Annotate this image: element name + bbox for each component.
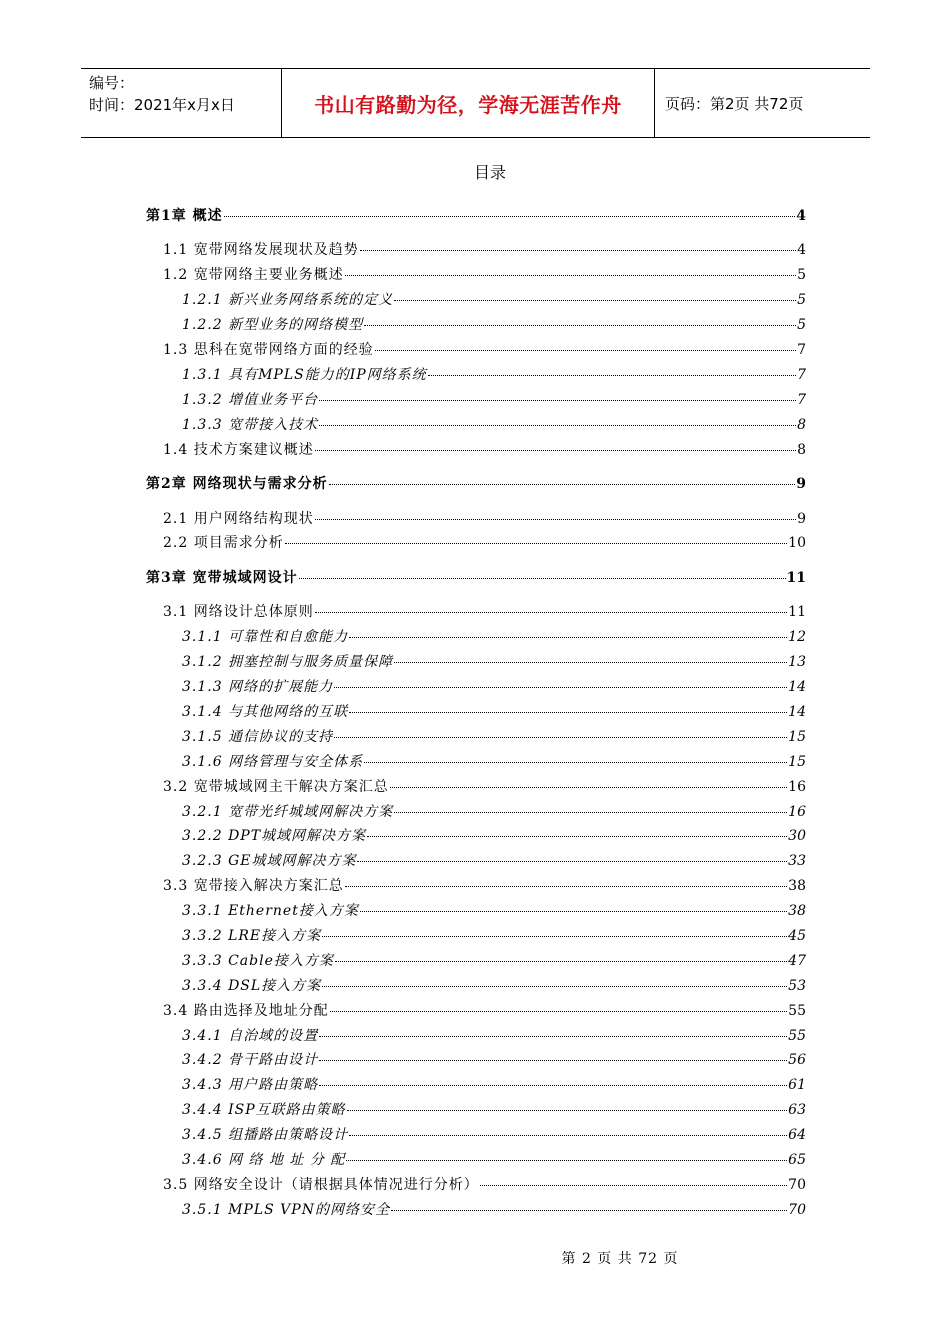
toc-dot-leader [394,300,796,301]
toc-entry-title: 3.4 路由选择及地址分配 [163,1002,329,1019]
toc-entry-page: 10 [788,535,806,552]
toc-dot-leader [334,737,787,738]
toc-section-entry[interactable] [146,439,806,464]
toc-dot-leader [364,325,796,326]
toc-section-entry[interactable] [146,601,806,626]
toc-entry-title: 3.2.1 宽带光纤城域网解决方案 [182,803,394,820]
toc-dot-leader [319,1036,787,1037]
toc-entry-title: 1.2.1 新兴业务网络系统的定义 [182,292,394,309]
toc-entry-page: 55 [788,1027,806,1044]
toc-section-entry[interactable] [146,532,806,557]
toc-dot-leader [330,1011,787,1012]
toc-subsection-entry[interactable] [146,850,806,875]
toc-entry-page: 45 [788,928,806,945]
toc-entry-title: 2.1 用户网络结构现状 [163,510,314,527]
toc-entry-title: 3.4.5 组播路由策略设计 [182,1127,349,1144]
toc-entry-page: 8 [797,416,806,433]
toc-entry-page: 16 [788,803,806,820]
toc-entry-title: 1.1 宽带网络发展现状及趋势 [163,242,359,259]
toc-section-entry[interactable] [146,508,806,533]
toc-subsection-entry[interactable] [146,389,806,414]
toc-entry-title: 1.3.1 具有MPLS能力的IP网络系统 [182,366,427,383]
toc-dot-leader [319,1060,787,1061]
toc-dot-leader [394,662,787,663]
toc-entry-title: 3.3.2 LRE接入方案 [182,928,322,945]
toc-entry-page: 61 [788,1077,806,1094]
toc-entry-page: 47 [788,952,806,969]
toc-entry-title: 3.1.1 可靠性和自愈能力 [182,629,349,646]
toc-entry-title: 3.3 宽带接入解决方案汇总 [163,878,344,895]
toc-entry-page: 8 [797,441,806,458]
toc-subsection-entry[interactable] [146,1149,806,1174]
toc-dot-leader [390,787,787,788]
toc-entry-title: 3.4.6 网 络 地 址 分 配 [182,1152,346,1169]
toc-entry-page: 4 [797,242,806,259]
toc-entry-title: 2.2 项目需求分析 [163,535,284,552]
toc-entry-page: 16 [788,778,806,795]
toc-entry-title: 3.2 宽带城域网主干解决方案汇总 [163,778,389,795]
toc-dot-leader [319,425,796,426]
toc-entry-page: 65 [788,1152,806,1169]
toc-section-entry[interactable] [146,776,806,801]
toc-subsection-entry[interactable] [146,701,806,726]
toc-dot-leader [335,961,787,962]
toc-chapter-entry[interactable] [146,205,806,230]
toc-dot-leader [345,886,787,887]
header-motto: 书山有路勤为径，学海无涯苦作舟 [282,69,655,137]
toc-subsection-entry[interactable] [146,900,806,925]
toc-entry-page: 15 [788,728,806,745]
toc-entry-title: 3.3.4 DSL接入方案 [182,977,322,994]
header-number-label: 编号： [89,74,135,92]
toc-entry-title: 3.1.6 网络管理与安全体系 [182,753,364,770]
toc-section-entry[interactable] [146,239,806,264]
toc-dot-leader [322,936,787,937]
toc-entry-title: 第2章 网络现状与需求分析 [146,476,328,493]
toc-entry-title: 3.3.3 Cable接入方案 [182,952,334,969]
toc-subsection-entry[interactable] [146,950,806,975]
toc-entry-title: 3.3.1 Ethernet接入方案 [182,903,359,920]
toc-dot-leader [334,687,787,688]
toc-dot-leader [349,637,787,638]
toc-subsection-entry[interactable] [146,364,806,389]
toc-entry-title: 3.1.3 网络的扩展能力 [182,679,334,696]
toc-dot-leader [315,612,787,613]
toc-subsection-entry[interactable] [146,975,806,1000]
toc-dot-leader [347,1110,788,1111]
header-time-label: 时间：2021年x月x日 [89,96,235,114]
toc-dot-leader [349,1135,787,1136]
toc-entry-page: 30 [788,828,806,845]
toc-dot-leader [375,350,796,351]
toc-entry-title: 3.1 网络设计总体原则 [163,604,314,621]
toc-entry-page: 11 [788,604,806,621]
toc-entry-title: 3.2.3 GE城域网解决方案 [182,853,357,870]
toc-entry-title: 3.1.2 拥塞控制与服务质量保障 [182,654,394,671]
toc-entry-page: 7 [797,342,806,359]
toc-entry-page: 13 [788,654,806,671]
toc-dot-leader [315,450,796,451]
toc-dot-leader [349,712,787,713]
toc-section-entry[interactable] [146,1174,806,1199]
toc-entry-page: 15 [788,753,806,770]
toc-dot-leader [394,812,787,813]
toc-entry-title: 第1章 概述 [146,208,223,224]
toc-dot-leader [224,216,796,217]
toc-dot-leader [428,375,796,376]
toc-subsection-entry[interactable] [146,1049,806,1074]
toc-dot-leader [299,578,786,579]
toc-dot-leader [360,911,787,912]
toc-subsection-entry[interactable] [146,1124,806,1149]
toc-entry-page: 9 [797,510,806,527]
toc-entry-page: 11 [786,569,806,586]
toc-section-entry[interactable] [146,339,806,364]
toc-section-entry[interactable] [146,264,806,289]
toc-entry-title: 1.3 思科在宽带网络方面的经验 [163,342,374,359]
toc-entry-page: 70 [788,1201,806,1218]
toc-subsection-entry[interactable] [146,925,806,950]
toc-chapter-entry[interactable] [146,473,806,498]
toc-subsection-entry[interactable] [146,751,806,776]
toc-subsection-entry[interactable] [146,1099,806,1124]
toc-entry-page: 4 [796,208,806,224]
page-header [81,68,870,138]
toc-entry-page: 5 [797,317,806,334]
toc-entry-title: 3.5.1 MPLS VPN的网络安全 [182,1201,390,1218]
toc-subsection-entry[interactable] [146,801,806,826]
toc-subsection-entry[interactable] [146,1074,806,1099]
table-of-contents [146,205,806,1224]
toc-dot-leader [480,1185,787,1186]
toc-entry-page: 55 [788,1002,806,1019]
toc-entry-page: 53 [788,977,806,994]
toc-entry-page: 38 [788,878,806,895]
toc-entry-page: 9 [796,476,806,493]
toc-subsection-entry[interactable] [146,676,806,701]
toc-entry-title: 1.2.2 新型业务的网络模型 [182,317,364,334]
toc-entry-page: 14 [788,679,806,696]
toc-entry-title: 3.2.2 DPT城域网解决方案 [182,828,367,845]
toc-subsection-entry[interactable] [146,825,806,850]
page-footer: 第 2 页 共 72 页 [561,1251,679,1267]
toc-entry-page: 56 [788,1052,806,1069]
toc-section-entry[interactable] [146,875,806,900]
toc-subsection-entry[interactable] [146,1199,806,1224]
toc-dot-leader [346,1160,787,1161]
toc-entry-title: 3.1.4 与其他网络的互联 [182,704,349,720]
toc-title: 目录 [473,163,506,182]
toc-entry-title: 3.4.3 用户路由策略 [182,1077,319,1094]
toc-dot-leader [329,484,796,485]
toc-dot-leader [315,519,796,520]
toc-dot-leader [360,250,796,251]
toc-entry-title: 1.2 宽带网络主要业务概述 [163,267,344,284]
toc-dot-leader [285,543,787,544]
toc-entry-title: 3.4.1 自治域的设置 [182,1027,319,1044]
toc-entry-page: 63 [788,1102,806,1119]
toc-dot-leader [319,1085,787,1086]
toc-entry-page: 5 [797,292,806,309]
header-meta [81,69,282,137]
toc-entry-title: 3.4.4 ISP互联路由策略 [182,1102,346,1119]
toc-dot-leader [357,861,787,862]
toc-entry-title: 1.3.2 增值业务平台 [182,391,319,408]
toc-dot-leader [319,400,796,401]
toc-entry-page: 7 [797,391,806,408]
toc-entry-title: 3.5 网络安全设计（请根据具体情况进行分析） [163,1176,479,1193]
toc-entry-title: 1.4 技术方案建议概述 [163,441,314,458]
toc-dot-leader [322,986,787,987]
toc-entry-page: 33 [788,853,806,870]
toc-entry-title: 第3章 宽带城域网设计 [146,569,298,586]
toc-chapter-entry[interactable] [146,567,806,592]
toc-entry-title: 3.4.2 骨干路由设计 [182,1052,319,1069]
toc-entry-page: 7 [797,366,806,383]
toc-dot-leader [345,275,796,276]
toc-subsection-entry[interactable] [146,726,806,751]
toc-entry-page: 14 [788,704,806,720]
toc-entry-title: 1.3.3 宽带接入技术 [182,416,319,433]
toc-subsection-entry[interactable] [146,626,806,651]
toc-entry-title: 3.1.5 通信协议的支持 [182,728,334,745]
toc-subsection-entry[interactable] [146,289,806,314]
toc-dot-leader [391,1210,787,1211]
toc-subsection-entry[interactable] [146,651,806,676]
header-page-info: 页码：第2页 共72页 [665,94,804,113]
toc-entry-page: 64 [788,1127,806,1144]
toc-subsection-entry[interactable] [146,314,806,339]
toc-dot-leader [367,836,787,837]
toc-subsection-entry[interactable] [146,1025,806,1050]
toc-section-entry[interactable] [146,1000,806,1025]
toc-entry-page: 70 [788,1176,806,1193]
toc-entry-page: 12 [788,629,806,646]
toc-dot-leader [364,762,787,763]
toc-subsection-entry[interactable] [146,414,806,439]
toc-entry-page: 38 [788,903,806,920]
toc-entry-page: 5 [797,267,806,284]
